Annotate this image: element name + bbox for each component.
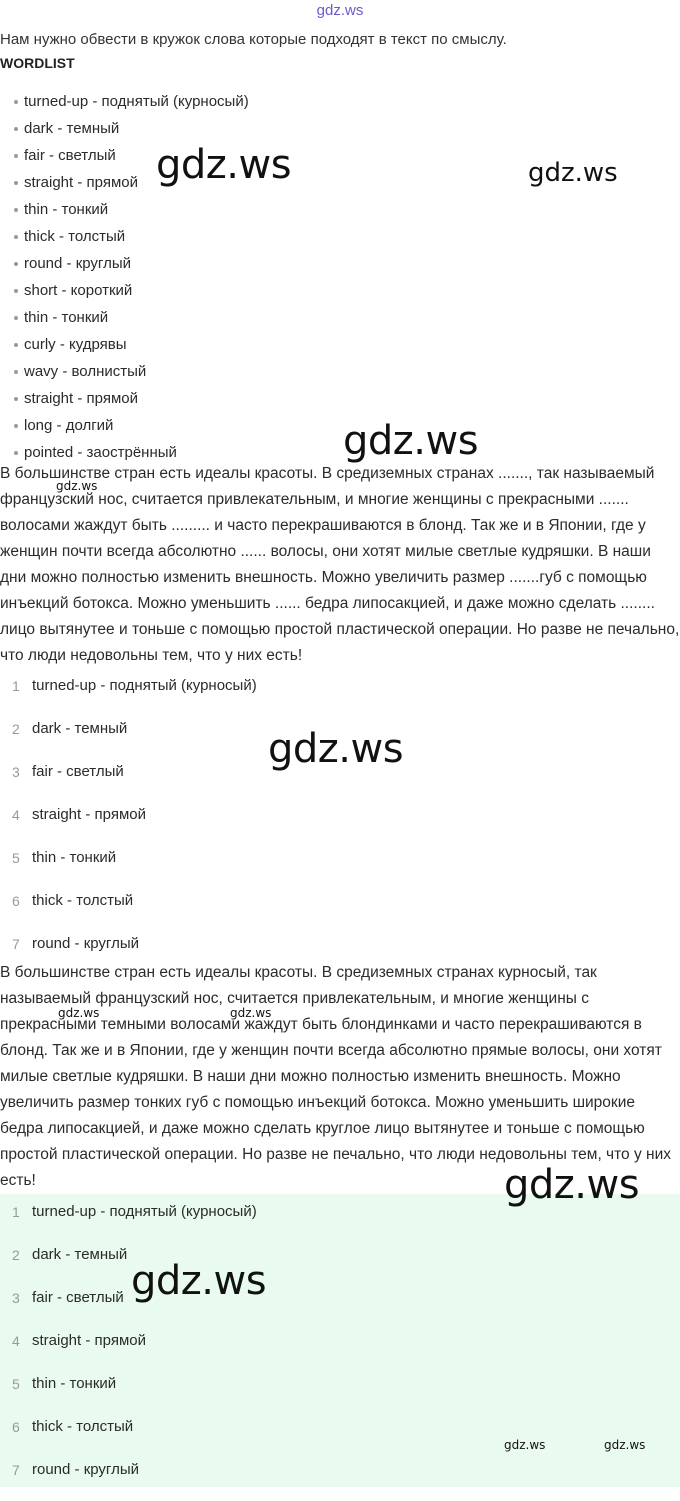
site-link[interactable]: gdz.ws [316,2,364,19]
watermark: gdz.ws [504,1438,546,1452]
watermark: gdz.ws [56,479,98,493]
answer-item: 2 dark - темный [0,717,680,760]
watermark: gdz.ws [156,142,292,188]
item-number: 2 [12,721,20,737]
watermark: gdz.ws [604,1438,646,1452]
answer-item: 3 fair - светлый [0,1286,680,1329]
answer-item: 4 straight - прямой [0,1329,680,1372]
wordlist-item: straight - прямой [0,169,249,196]
answer-item: 6 thick - толстый [0,1415,680,1458]
answer-item: 5 thin - тонкий [0,846,680,889]
bullet-icon [14,370,18,374]
wordlist-item: thin - тонкий [0,304,249,331]
bullet-icon [14,343,18,347]
item-number: 2 [12,1247,20,1263]
bullet-icon [14,100,18,104]
item-number: 7 [12,936,20,952]
item-number: 5 [12,850,20,866]
wordlist-item: fair - светлый [0,142,249,169]
bullet-icon [14,451,18,455]
wordlist-item: wavy - волнистый [0,358,249,385]
answer-item: 7 round - круглый [0,932,680,975]
numbered-answer-list [0,674,680,975]
bullet-icon [14,208,18,212]
watermark: gdz.ws [268,726,404,772]
answer-item: 7 round - круглый [0,1458,680,1501]
bullet-icon [14,154,18,158]
wordlist-item: curly - кудрявы [0,331,249,358]
filled-answer-text: В большинстве стран есть идеалы красоты. В средиземных странах курносый, так называемый французский нос, считается привлекательным, и многие женщины с прекрасными темными волосами жаждут быть блондинками и часто перекрашиваются в блонд. Так же и в Японии, где у женщин почти всегда абсолютно прямые волосы, они хотят милые светлые кудряшки. В наши дни можно полностью изменить внешность. Можно увеличить размер тонких губ с помощью инъекций ботокса. Можно уменьшить широкие бедра липосакцией, и даже можно сделать круглое лицо вытянутее и тоньше с помощью простой пластической операции. Но разве не печально, что люди недовольны тем, что у них есть! [0,964,672,1189]
item-number: 4 [12,1333,20,1349]
wordlist-item: short - короткий [0,277,249,304]
wordlist-item: thin - тонкий [0,196,249,223]
bullet-icon [14,235,18,239]
item-number: 6 [12,893,20,909]
answer-item: 2 dark - темный [0,1243,680,1286]
bullet-icon [14,181,18,185]
answer-item: 3 fair - светлый [0,760,680,803]
wordlist-item: round - круглый [0,250,249,277]
bullet-icon [14,289,18,293]
watermark: gdz.ws [230,1006,272,1020]
watermark: gdz.ws [528,158,618,188]
watermark: gdz.ws [504,1162,640,1208]
item-number: 6 [12,1419,20,1435]
gap-fill-text: В большинстве стран есть идеалы красоты. В средиземных странах ......., так называемый французский нос, считается привлекательным, и многие женщины с прекрасными ....... волосами жаждут быть ......... и часто перекрашиваются в блонд. Так же и в Японии, где у женщин почти всегда абсолютно ...... волосы, они хотят милые светлые кудряшки. В наши дни можно полностью изменить внешность. Можно увеличить размер .......губ с помощью инъекций ботокса. Можно уменьшить ...... бедра липосакцией, и даже можно сделать ........ лицо вытянутее и тоньше с помощью простой пластической операции. Но разве не печально, что люди недовольны тем, что у них есть! [0,465,680,664]
answer-item: 6 thick - толстый [0,889,680,932]
item-number: 7 [12,1462,20,1478]
watermark: gdz.ws [343,418,479,464]
wordlist-item: turned-up - поднятый (курносый) [0,88,249,115]
task-instruction: Нам нужно обвести в кружок слова которые подходят в текст по смыслу. [0,31,507,48]
bullet-icon [14,262,18,266]
answer-item: 1 turned-up - поднятый (курносый) [0,1200,680,1243]
wordlist-item: pointed - заострённый [0,439,249,466]
item-number: 3 [12,764,20,780]
answer-item: 1 turned-up - поднятый (курносый) [0,674,680,717]
wordlist-heading: WORDLIST [0,55,75,71]
watermark: gdz.ws [131,1258,267,1304]
item-number: 1 [12,1204,20,1220]
wordlist-item: dark - темный [0,115,249,142]
bullet-icon [14,127,18,131]
item-number: 5 [12,1376,20,1392]
answer-item: 4 straight - прямой [0,803,680,846]
wordlist-item: straight - прямой [0,385,249,412]
item-number: 4 [12,807,20,823]
bullet-icon [14,424,18,428]
numbered-answer-list-highlighted [0,1200,680,1501]
item-number: 3 [12,1290,20,1306]
item-number: 1 [12,678,20,694]
watermark: gdz.ws [58,1006,100,1020]
bullet-icon [14,397,18,401]
bullet-icon [14,316,18,320]
wordlist-item: thick - толстый [0,223,249,250]
answer-item: 5 thin - тонкий [0,1372,680,1415]
wordlist-item: long - долгий [0,412,249,439]
